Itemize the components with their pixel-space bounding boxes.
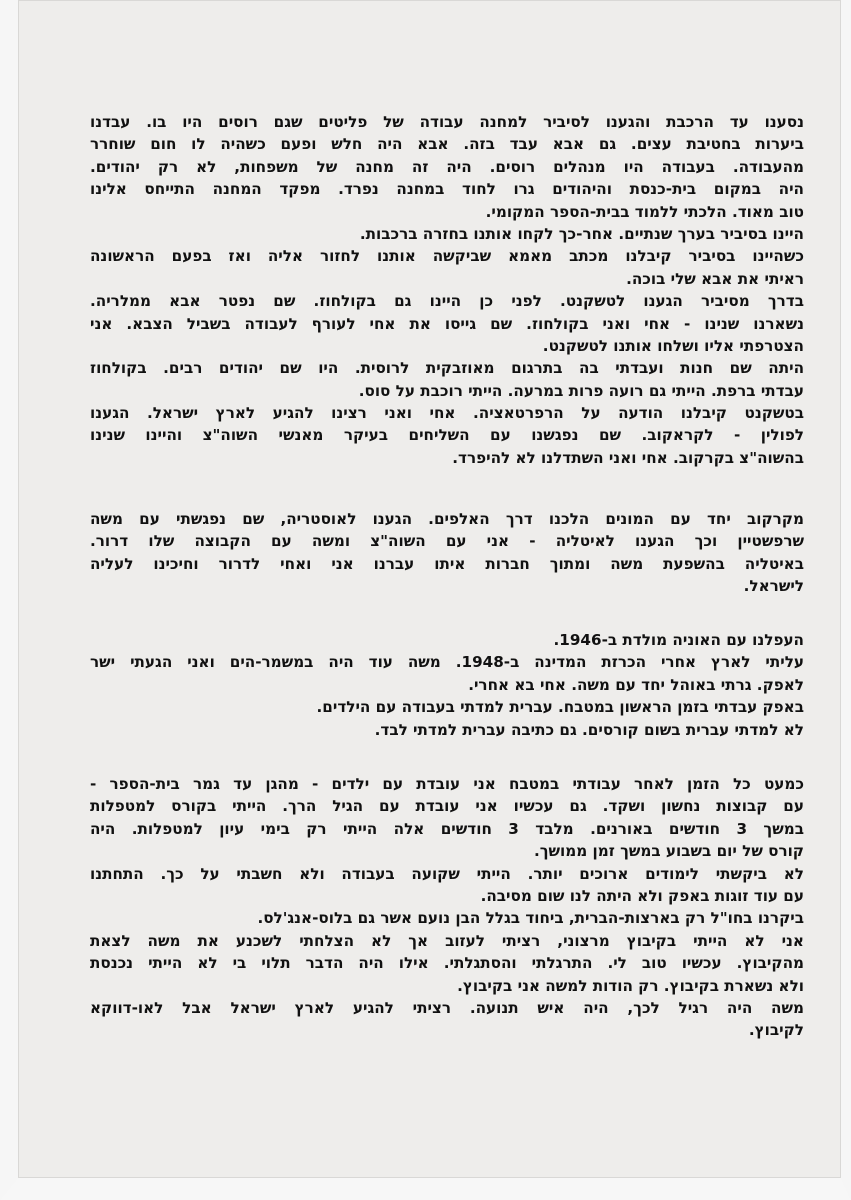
text-line: בדרך מסיביר הגענו לטשקנט. לפני כן היינו גם בקולחוז. שם נפטר אבא ממלריה. <box>90 292 804 311</box>
text-line: היינו בסיביר בערך שנתיים. אחר-כך לקחו אותנו בחזרה ברכבות. <box>359 224 804 243</box>
text-line: נשארנו שנינו - אחי ואני בקולחוז. שם גייסו את אחי לעורף לעבודה בשביל הצבא. אני <box>90 314 804 333</box>
text-line: כשהיינו בסיביר קיבלנו מכתב מאמא שביקשה אותנו לחזור אליה ואז בפעם הראשונה <box>90 247 804 266</box>
text-line: הצטרפתי אליו ושלחו אותנו לטשקנט. <box>542 336 804 355</box>
text-line: משה היה רגיל לכך, היה איש תנועה. רציתי להגיע לארץ ישראל אבל לאו-דווקא <box>90 998 804 1017</box>
text-line: בהשוה"צ בקרקוב. אחי ואני השתדלנו לא להיפרד. <box>452 448 804 467</box>
text-line: באפק עבדתי בזמן הראשון במטבח. עברית למדתי בעבודה עם הילדים. <box>316 698 804 717</box>
text-line: לא למדתי עברית בשום קורסים. גם כתיבה עברית למדתי לבד. <box>374 720 804 739</box>
text-line: מהעבודה. בעבודה היו מנהלים רוסים. היה זה מחנה של משפחות, לא רק יהודים. <box>90 157 804 176</box>
text-line: נסענו עד הרכבת והגענו לסיביר למחנה עבודה של פליטים שגם רוסים היו בו. עבדנו <box>90 113 804 131</box>
paragraph-krakow-italy <box>90 508 804 598</box>
text-line: אני לא הייתי בקיבוץ מרצוני, רציתי לעזוב אך לא הצלחתי לשכנע את משה לצאת <box>90 931 804 950</box>
paragraph-work-kibbutz <box>90 773 804 1042</box>
text-line: כמעט כל הזמן לאחר עבודתי במטבח אני עובדת עם ילדים - מהגן עד גמר בית-הספר - <box>90 775 804 793</box>
paragraph-aliyah-afek <box>90 629 804 741</box>
text-line: היה במקום בית-כנסת והיהודים גרו לחוד במחנה נפרד. מפקד המחנה התייחס אלינו <box>90 180 804 199</box>
text-line: העפלנו עם האוניה מולדת ב-1946. <box>553 631 804 649</box>
text-line: במשך 3 חודשים באורנים. מלבד 3 חודשים אלה הייתי רק בימי עיון למטפלות. היה <box>90 819 804 838</box>
text-line: עליתי לארץ אחרי הכרזת המדינה ב-1948. משה עוד היה במשמר-הים ואני הגעתי ישר <box>90 653 804 672</box>
text-line: לפולין - לקראקוב. שם נפגשנו עם השליחים בעיקר מאנשי השוה"צ והיינו שנינו <box>90 426 804 445</box>
text-line: היתה שם חנות ועבדתי בה בתרגום מאוזבקית לרוסית. היו שם יהודים רבים. בקולחוז <box>90 359 804 378</box>
text-line: עבדתי ברפת. הייתי גם רועה פרות במרעה. הייתי רוכבת על סוס. <box>358 381 804 400</box>
paragraph-siberia-tashkent <box>90 111 804 469</box>
text-line: ביקרנו בחו"ל רק בארצות-הברית, ביחוד בגלל הבן נועם אשר גם בלוס-אנג'לס. <box>257 909 804 928</box>
text-line: לא ביקשתי לימודים ארוכים יותר. הייתי שקועה בעבודה ולא חשבתי על כך. התחתנו <box>90 864 804 883</box>
text-line: לאפק. גרתי באוהל יחד עם משה. אחי בא אחרי. <box>468 675 804 694</box>
text-line: מקרקוב יחד עם המונים הלכנו דרך האלפים. הגענו לאוסטריה, שם נפגשתי עם משה <box>90 510 804 528</box>
text-line: שרפשטיין וכך הגענו לאיטליה - אני עם השוה"צ ומשה עם הקבוצה שלו דרור. <box>90 532 804 551</box>
text-line: קורס של יום בשבוע במשך זמן ממושך. <box>533 842 804 861</box>
text-line: עם עוד זוגות באפק ולא היתה לנו שום מסיבה. <box>480 886 804 905</box>
text-line: באיטליה בהשפעת משה ומתוך חברות איתו עברנו אני ואחי לדרור וחיכינו לעליה <box>90 554 804 573</box>
text-line: לקיבוץ. <box>748 1021 804 1040</box>
text-line: טוב מאוד. הלכתי ללמוד בבית-הספר המקומי. <box>485 202 804 221</box>
text-line: מהקיבוץ. עכשיו טוב לי. התרגלתי והסתגלתי. אילו היה הדבר תלוי בי לא הייתי נכנסת <box>90 954 804 973</box>
text-line: ולא נשארת בקיבוץ. רק הודות למשה אני בקיבוץ. <box>457 976 804 995</box>
text-line: ראיתי את אבא שלי בוכה. <box>626 269 804 288</box>
text-line: עם קבוצות נחשון ושקד. גם עכשיו אני עובדת עם הגיל הרך. הייתי בקורס למטפלות <box>90 797 804 816</box>
text-line: בטשקנט קיבלנו הודעה על הרפרטאציה. אחי ואני רצינו להגיע לארץ ישראל. הגענו <box>90 404 804 423</box>
text-line: לישראל. <box>743 577 804 596</box>
text-line: ביערות בחטיבת עצים. גם אבא עבד בזה. אבא היה חלש ופעם כשהיה לו חום שוחרר <box>90 135 804 154</box>
